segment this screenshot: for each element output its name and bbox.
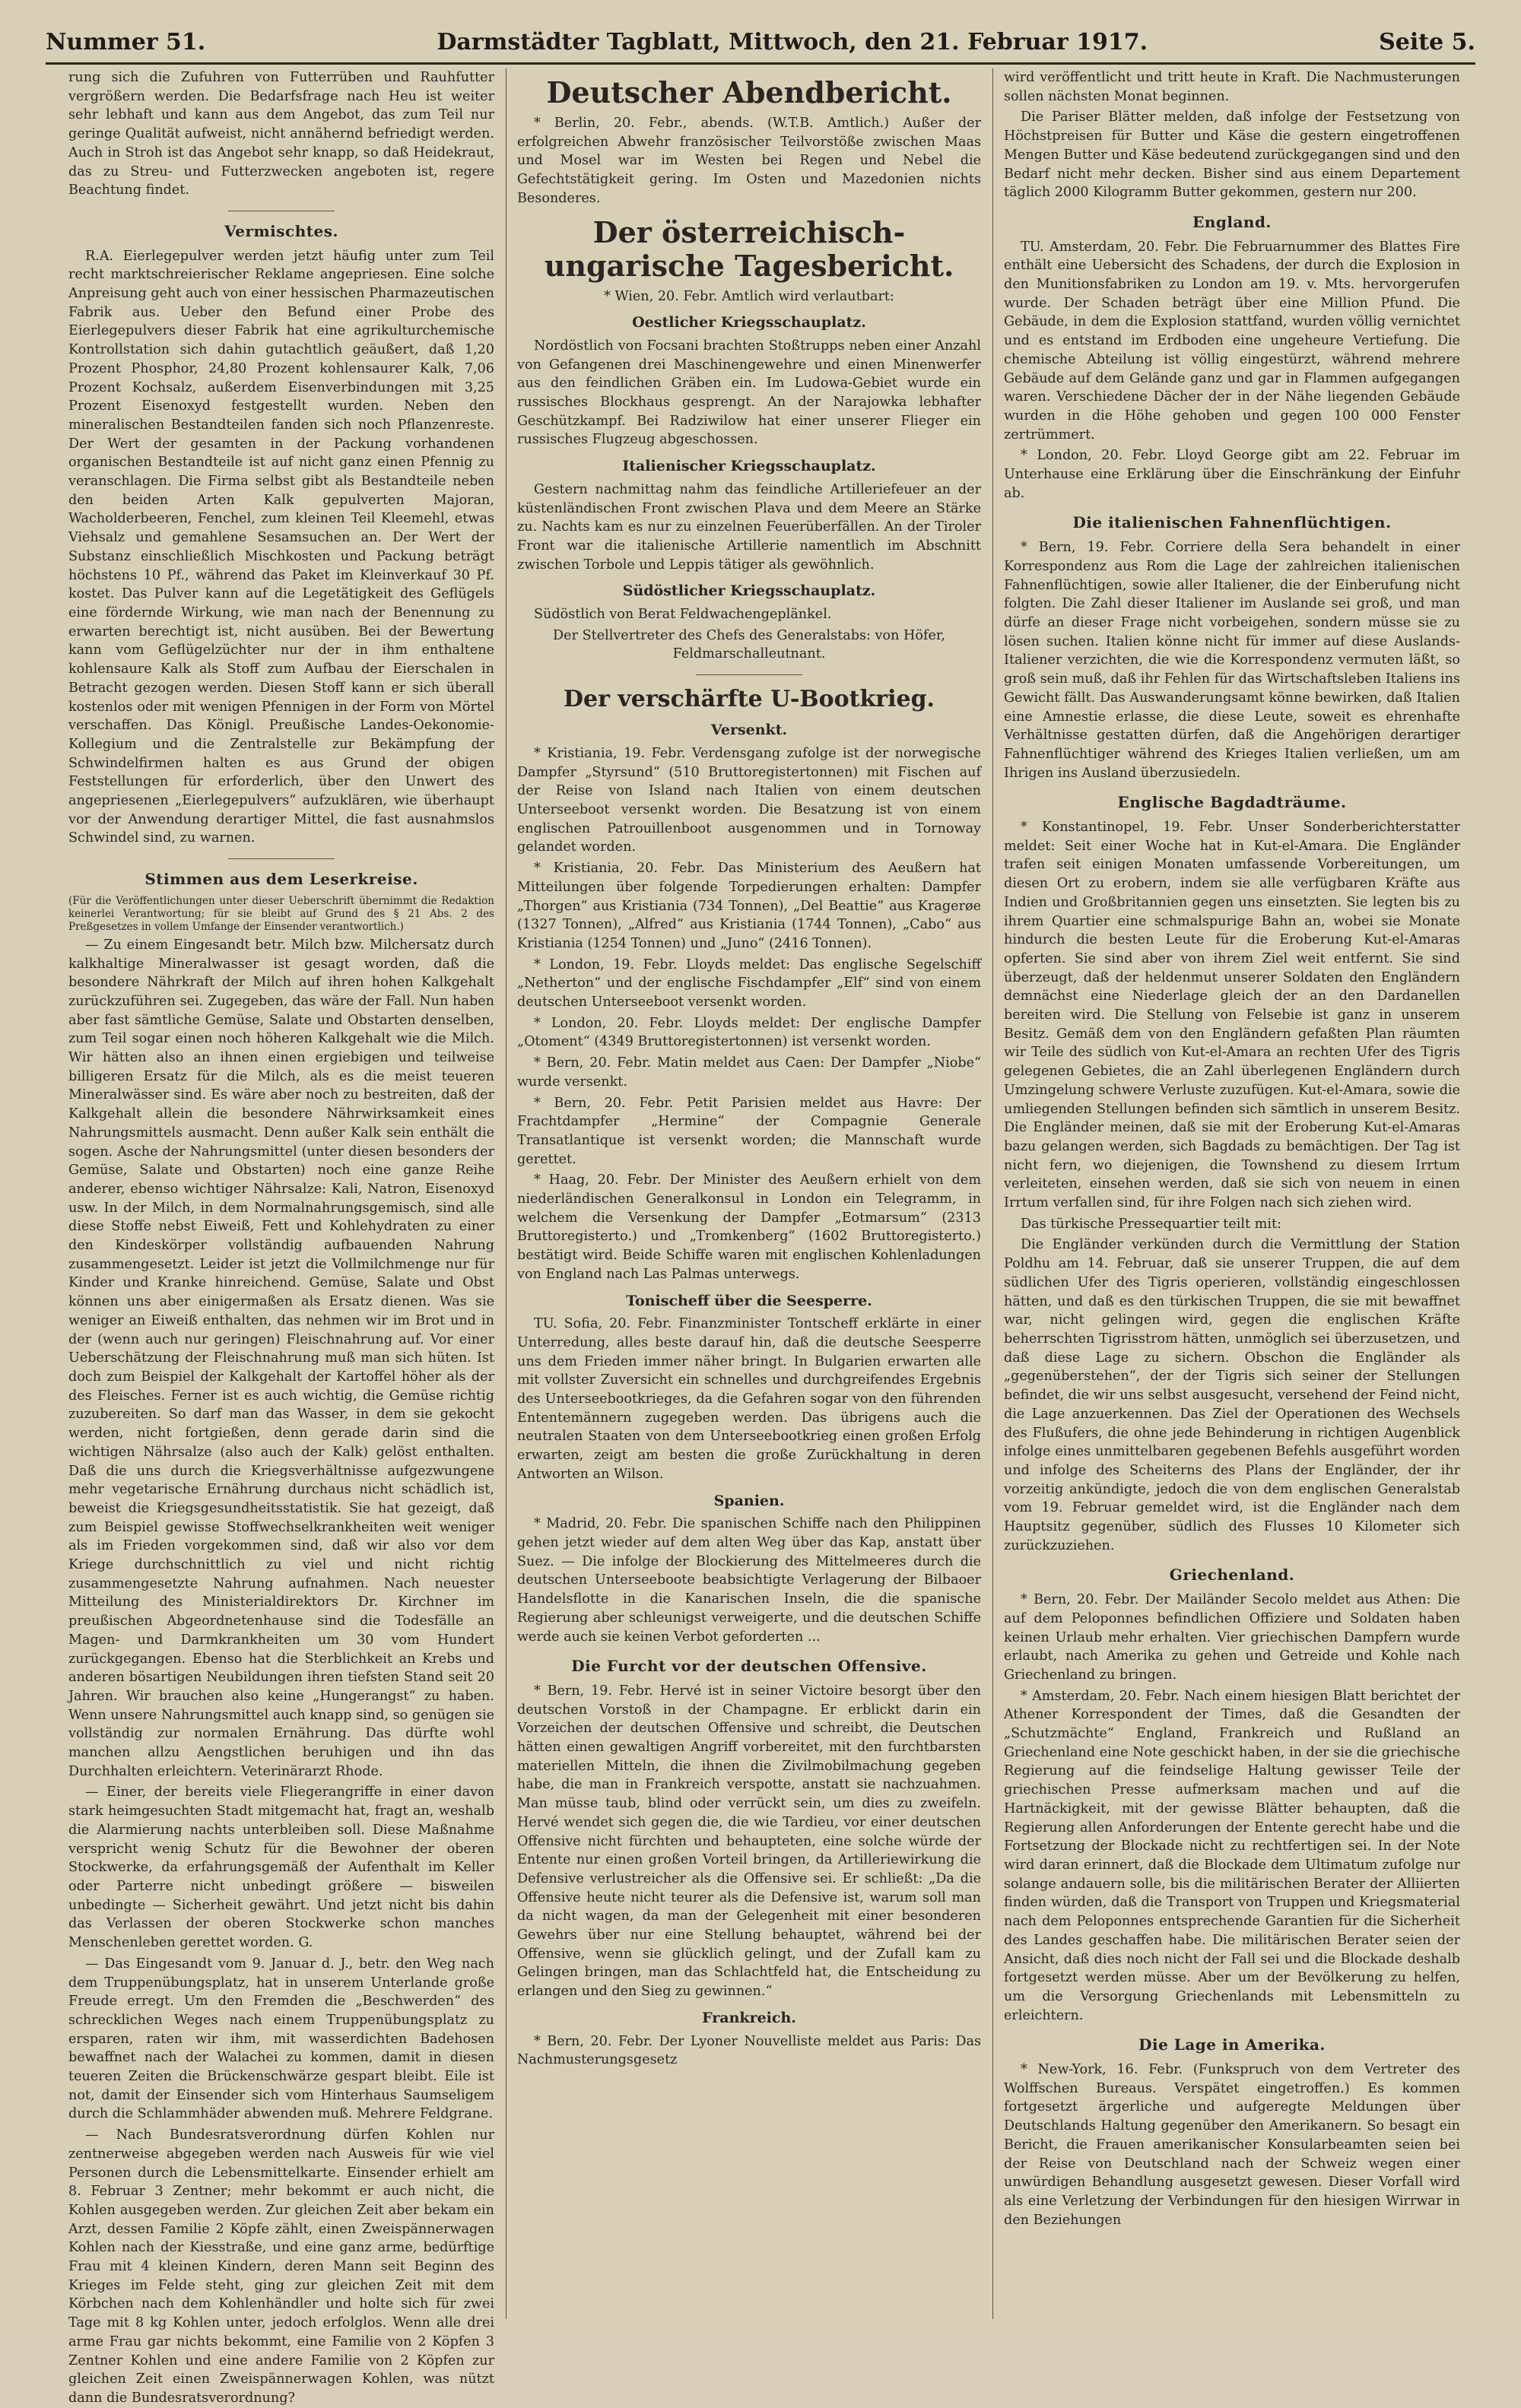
article-paragraph: * Bern, 20. Febr. Der Lyoner Nouvelliste meldet aus Paris: Das Nachmusterungsgesetz (517, 2033, 981, 2068)
issue-number: Nummer 51. (46, 28, 206, 56)
article-paragraph: Das türkische Pressequartier teilt mit: (1021, 1216, 1281, 1232)
section-heading: Die Lage in Amerika. (1138, 2035, 1326, 2054)
article-paragraph: * New-York, 16. Febr. (Funkspruch von dem Vertreter des Wolffschen Bureaus. Verspätet eingetroffen.) Es kommen fortgesetzt ärgerliche und aufgeregte Meldungen über Deutschlands Haltung gegenüber den Amerikanern. So besagt ein Bericht, die Frauen amerikanischer Konsularbeamten seien bei der Reise von Deutschland nach der Schweiz wegen einer unwürdigen Behandlung ausgesetzt gewesen. Dieser Vorfall wird als eine Verletzung der Verbindungen für den hiesigen Wirrwar in den Beziehungen (1004, 2062, 1460, 2228)
article-paragraph: * London, 19. Febr. Lloyds meldet: Das englische Segelschiff „Netherton“ und der englische Fischdampfer „Elf“ sind von einem deutschen Unterseeboot versenkt worden. (517, 957, 981, 1010)
section-heading: Griechenland. (1169, 1566, 1295, 1585)
section-heading: Die italienischen Fahnenflüchtigen. (1072, 513, 1392, 532)
subheading: Italienischer Kriegsschauplatz. (622, 458, 876, 475)
subheading: Oestlicher Kriegsschauplatz. (632, 314, 866, 332)
article-paragraph: * Kristiania, 20. Febr. Das Ministerium des Aeußern hat Mitteilungen über folgende Torpedierungen erhalten: Dampfer „Thorgen“ aus Kristiania (734 Tonnen), „Del Beattie“ aus Kragerøe (1327 Tonnen), „Alfred“ aus Kristiania (1744 Tonnen), „Cabo“ aus Kristiania (1254 Tonnen) und „Juno“ (2416 Tonnen). (517, 861, 981, 951)
article-paragraph: TU. Sofia, 20. Febr. Finanzminister Tontscheff erklärte in einer Unterredung, alles beste darauf hin, daß die deutsche Seesperre uns dem Frieden immer näher bringt. In Bulgarien erwarten alle mit vollster Zuversicht ein schnelles und durchgreifendes Ergebnis des Unterseebootkrieges, da die Gefahren sogar von den führenden Ententemännern zugegeben werden. Das übrigens auch die neutralen Staaten von dem Unterseebootkrieg einen großen Erfolg erwarten, zeigt am besten die große Zurückhaltung in deren Antworten an Wilson. (517, 1316, 981, 1482)
article-paragraph: * London, 20. Febr. Lloyds meldet: Der englische Dampfer „Otoment“ (4349 Bruttoregistertonnen) ist versenkt worden. (517, 1015, 981, 1050)
article-paragraph: * Kristiania, 19. Febr. Verdensgang zufolge ist der norwegische Dampfer „Styrsund“ (510 Bruttoregistertonnen) mit Fischen auf der Reise von Island nach Italien von einem deutschen Unterseeboot versenkt worden. Die Besatzung ist von einem englischen Patrouillenboot ausgenommen und in Tornoway gelandet worden. (517, 745, 981, 855)
article-paragraph: * Amsterdam, 20. Febr. Nach einem hiesigen Blatt berichtet der Athener Korrespondent der Times, daß die Gesandten der „Schutzmächte“ England, Frankreich und Rußland an Griechenland eine Note geschickt haben, in der sie die griechische Regierung auf die feindselige Haltung gewisser Teile der griechischen Presse aufmerksam machen und auf die Hartnäckigkeit, mit der gewisse Blätter behaupten, daß die Regierung allen Anforderungen der Entente gerecht habe und die Fortsetzung der Blockade nicht zu rechtfertigen sei. In der Note wird daran erinnert, daß die Blockade dem Ultimatum zufolge nur solange andauern solle, bis die militärischen Berater der Alliierten finden würden, daß die Transport von Truppen und Kriegsmaterial nach dem Peloponnes entsprechende Garantien für die Sicherheit des Landes geschaffen habe. Die militärischen Berater seien der Ansicht, daß dies noch nicht der Fall sei und die Blockade deshalb fortgesetzt werden müsse. Aber um der Bevölkerung zu helfen, um die Versorgung Griechenlands mit Lebensmitteln zu erleichtern. (1004, 1688, 1460, 2023)
paper-title-date: Darmstädter Tagblatt, Mittwoch, den 21. Februar 1917. (437, 28, 1148, 56)
section-heading: Vermischtes. (224, 221, 338, 240)
article-paragraph: * Bern, 20. Febr. Petit Parisien meldet aus Havre: Der Frachtdampfer „Hermine“ der Compagnie Generale Transatlantique ist versenkt worden; die Mannschaft wurde gerettet. (517, 1095, 981, 1167)
section-heading: England. (1192, 212, 1272, 231)
editorial-note: (Für die Veröffentlichungen unter dieser Ueberschrift übernimmt die Redaktion keinerlei Verantwortung; für sie bleibt auf Grund des § 21 Abs. 2 des Preßgesetzes in vollem Umfange der Einsender verantwortlich.) (68, 894, 494, 933)
subheading: Spanien. (713, 1492, 785, 1509)
article-paragraph: R.A. Eierlegepulver werden jetzt häufig unter zum Teil recht marktschreierischer Reklame angepriesen. Eine solche Anpreisung geht auch von einer hessischen Pharmazeutischen Fabrik aus. Ueber den Befund einer Probe des Eierlegepulvers dieser Fabrik hat eine agrikulturchemische Kontrollstation sich dahin gutachtlich geäußert, daß 1,20 Prozent Phosphor, 24,80 Prozent kohlensaurer Kalk, 7,06 Prozent Kochsalz, außerdem Eisenverbindungen mit 3,25 Prozent Eisenoxyd festgestellt wurden. Neben den mineralischen Bestandteilen fanden sich noch Pflanzenreste. Der Wert der gesamten in der Packung vorhandenen organischen Bestandteile ist auf nicht ganz einen Pfennig zu veranschlagen. Die Firma selbst gibt als Bestandteile neben den beiden Arten Kalk gepulverten Majoran, Wacholderbeeren, Fenchel, zum kleinen Teil Kleemehl, etwas Viehsalz und gemahlene Sesamsuchen an. Der Wert der Substanz einschließlich Mischkosten und Packung beträgt höchstens 10 Pf., während das Paket im Kleinverkauf 30 Pf. kostet. Das Pulver kann auf die Legetätigkeit des Geflügels eine fördernde Wirkung, wie man nach der Benennung zu erwarten berechtigt ist, nicht ausüben. Bei der Bewertung kann vom Geflügelzüchter nur der in ihm enthaltene kohlensaure Kalk als Stoff zum Aufbau der Eierschalen in Betracht gezogen werden. Diesen Stoff kann er sich überall kostenlos oder mit wenigen Pfennigen in der Form von Mörtel verschaffen. Das Königl. Preußische Landes-Oekonomie-Kollegium und die Zentralstelle zur Bekämpfung der Schwindelfirmen halten es aus Grund der obigen Feststellungen für erforderlich, über den Unwert des angepriesenen „Eierlegepulvers“ aufzuklären, wie überhaupt vor der Anwendung derartiger Mittel, die fast ausnahmslos Schwindel sind, zu warnen. (68, 248, 494, 846)
headline: Der verschärfte U-Bootkrieg. (564, 686, 935, 713)
column-3 (1004, 68, 1460, 2319)
article-continuation: rung sich die Zufuhren von Futterrüben und Rauhfutter vergrößern werden. Die Bedarfsfrage nach Heu ist weiter sehr lebhaft und kann aus dem Angebot, das zum Teil nur geringe Qualität aufweist, nicht annähernd befriedigt werden. Auch in Stroh ist das Angebot sehr knapp, so daß Heidekraut, das zu Streu- und Futterzwecken angeboten ist, regere Beachtung findet. (68, 70, 494, 198)
section-heading: Die Furcht vor der deutschen Offensive. (571, 1657, 927, 1676)
article-paragraph: — Einer, der bereits viele Fliegerangriffe in einer davon stark heimgesuchten Stadt mitgemacht hat, fragt an, weshalb die Alarmierung nachts unterbleiben soll. Diese Maßnahme verspricht wenig Schutz für die Bewohner der oberen Stockwerke, da erfahrungsgemäß der Aufenthalt im Keller oder Parterre nicht unbedingt größere — bisweilen unbedingte — Sicherheit gewährt. Und jetzt nicht bis dahin das Verlassen der oberen Stockwerke schon manches Menschenleben gerettet worden. G. (68, 1785, 494, 1951)
article-paragraph: * Bern, 19. Febr. Corriere della Sera behandelt in einer Korrespondenz aus Rom die Lage der zahlreichen italienischen Fahnenflüchtigen, sowie aller Italiener, die der Einberufung nicht folgten. Die Zahl dieser Italiener im Auslande sei groß, und man dürfe an dieser Frage nicht vorbeigehen, sondern müsse sie zu lösen suchen. Italien könne nicht für immer auf diese Auslands-Italiener verzichten, die wie die Korrespondenz vermuten läßt, so groß sein muß, daß ihr Fehlen für das Wirtschaftsleben Italiens ins Gewicht fällt. Das Auswanderungsamt könne bewirken, daß Italien eine Amnestie erlasse, die diese Leute, soweit es ehrenhafte Verhältnisse gestatten dürfen, daß die Angehörigen derartiger Fahnenflüchtiger während des Krieges Italien verließen, um am Ihrigen ins Ausland überzusiedeln. (1004, 540, 1460, 781)
article-paragraph: Gestern nachmittag nahm das feindliche Artilleriefeuer an der küstenländischen Front zwischen Plava und dem Meere an Stärke zu. Nachts kam es nur zu einzelnen Feuerüberfällen. An der Tiroler Front war die italienische Artillerie namentlich im Abschnitt zwischen Torbole und Leppis tätiger als gewöhnlich. (517, 481, 981, 573)
article-paragraph: — Das Eingesandt vom 9. Januar d. J., betr. den Weg nach dem Truppenübungsplatz, hat in unserem Unterlande große Freude erregt. Um den Fremden die „Beschwerden“ des schrecklichen Weges nach einem Truppenübungsplatz zu ersparen, raten wir ihm, mit wasserdichten Badehosen bewaffnet nach der Walachei zu kommen, damit in diesen teueren Zeiten die Brückenschwärze gespart bleibt. Eile ist not, damit der Einsender sich vom Hinterhaus Saumseligem durch die Schlammhäder abwenden muß. Mehrere Feldgrane. (68, 1956, 494, 2122)
subheading: Versenkt. (710, 722, 788, 739)
headline: Deutscher Abendbericht. (546, 75, 952, 109)
article-paragraph: — Zu einem Eingesandt betr. Milch bzw. Milchersatz durch kalkhaltige Mineralwasser ist gesagt worden, daß die besondere Nährkraft der Milch auf ihren hohen Kalkgehalt zurückzuführen sei. Zugegeben, das wäre der Fall. Nun haben aber fast sämtliche Gemüse, Salate und Obstarten denselben, zum Teil sogar einen noch höheren Kalkgehalt wie die Milch. Wir hätten also an ihnen einen ergiebigen und teilweise billigeren Ersatz für die Milch, als es die meist teueren Mineralwässer sind. Es wäre aber noch zu bestreiten, daß der Kalkgehalt allein die besondere Nährwirksamkeit eines Nahrungsmittels ausmacht. Denn außer Kalk sein enthält die sogen. Asche der Nahrungsmittel (unter diesen besonders der Gemüse, Salate und Obstarten) noch eine ganze Reihe anderer, ebenso wichtiger Nährsalze: Kali, Natron, Eisenoxyd usw. In der Milch, in dem Normalnahrungsgemisch, sind alle diese Stoffe nebst Eiweiß, Fett und Kohlehydraten zu einer den Kindeskörper vollständig aufbauenden Nahrung zusammengesetzt. Leider ist jetzt die Vollmilchmenge nur für Kinder und Kranke hinreichend. Gemüse, Salate und Obst können uns aber einigermaßen als Ersatz dienen. Was sie weniger an Eiweiß enthalten, das nehmen wir im Brot und in der (wenn auch nur geringen) Fleischnahrung auf. Vor einer Ueberschätzung der Fleischnahrung muß man sich hüten. Ist doch zum Beispiel der Kalkgehalt der Kartoffel höher als der des Fleisches. Ferner ist es auch wichtig, die Gemüse richtig zuzubereiten. So darf man das Wasser, in dem sie gekocht werden, nicht fortgießen, denn gerade darin sind die wichtigen Nährsalze (also auch der Kalk) gelöst enthalten. Daß die uns durch die Kriegsverhältnisse aufgezwungene mehr vegetarische Ernährung durchaus nicht schädlich ist, beweist die Kriegsgesundheitsstatistik. Sie hat gezeigt, daß zum Beispiel gewisse Stoffwechselkrankheiten weit weniger als im Frieden vorgekommen sind, daß wir also vor dem Kriege durchschnittlich zu viel und nicht richtig zusammengesetzte Nahrung aufnahmen. Nach neuester Mitteilung des Ministerialdirektors Dr. Kirchner im preußischen Abgeordnetenhause sind die Todesfälle an Magen- und Darmkrankheiten um 30 vom Hundert zurückgegangen. Ebenso hat die Sterblichkeit an Krebs und anderen bösartigen Neubildungen ihren tiefsten Stand seit 20 Jahren. Wir brauchen also keine „Hungerangst“ zu haben. Wenn unsere Nahrungsmittel auch knapp sind, so genügen sie vollständig zur normalen Ernährung. Das dürfte wohl manchen allzu Aengstlichen beruhigen und ihn das Durchhalten erleichtern. Veterinärarzt Rhode. (68, 937, 494, 1779)
column-divider (992, 68, 993, 2319)
article-paragraph: Die Engländer verkünden durch die Vermittlung der Station Poldhu am 14. Februar, daß sie unserer Truppen, die auf dem südlichen Ufer des Tigris operieren, vollständig eingeschlossen hätten, und daß es den türkischen Truppen, die sie mit bewaffnet war, nicht gelingen wird, gegen die englischen Kräfte beherrschten Tigrisstrom hätten, unmöglich sei überzusetzen, und daß diese Lage zu sichern. Obschon die Engländer als „gegenüberstehen“, der der Tigris sich seiner der Stellungen befindet, die wir uns selbst ausgesucht, versehend der Feind nicht, die Lage anzuerkennen. Das Ziel der Operationen des Wechsels des Flußufers, die ohne jede Behinderung in richtigen Augenblick infolge eines unmittelbaren gegebenen Befehls ausgeführt worden und infolge des Scheiterns des Plans der Engländer, der ihr vorzeitig ankündigte, jedoch die von dem englischen Generalstab vom 19. Februar gemeldet wird, ist die Engländer nach dem Hauptsitz gegenüber, südlich des Flusses 10 Kilometer sich zurückzuziehen. (1004, 1237, 1460, 1553)
article-paragraph: Südöstlich von Berat Feldwachengeplänkel. (534, 607, 832, 623)
section-heading: Englische Bagdadträume. (1117, 793, 1347, 812)
article-paragraph: * Bern, 19. Febr. Hervé ist in seiner Victoire besorgt über den deutschen Vorstoß in der Champagne. Er erblickt darin ein Vorzeichen der deutschen Offensive und schreibt, die Deutschen hätten einen gewaltigen Angriff vorbereitet, mit den furchtbarsten materiellen Mitteln, die ihnen die Zivilmobilmachung gegeben habe, die man in Frankreich verspotte, anstatt sie nachzuahmen. Man müsse taub, blind oder verrückt sein, um dies zu zweifeln. Hervé wendet sich gegen die, die wie Tardieu, vor einer deutschen Offensive nicht fürchten und behaupteten, eine solche würde der Entente nur einen großen Vorteil bringen, da Artilleriewirkung die Defensive verlustreicher als die Offensive sei. Er schließt: „Da die Offensive heute nicht teurer als die Defensive ist, warum soll man da nicht wagen, da man der Gelegenheit mit einer besonderen Gewehrs über nur eine Stellung behauptet, während bei der Offensive, wenn sie glücklich gelingt, und der Zufall kam zu Gelingen bringen, man das Schlachtfeld hat, die Entscheidung zu erlangen und den Sieg zu gewinnen.“ (517, 1683, 981, 2000)
header-rule (46, 62, 1475, 65)
article-continuation: wird veröffentlicht und tritt heute in Kraft. Die Nachmusterungen sollen nächsten Monat beginnen. (1004, 70, 1460, 104)
masthead (46, 23, 1475, 61)
article-paragraph: * Konstantinopel, 19. Febr. Unser Sonderberichterstatter meldet: Seit einer Woche hat in Kut-el-Amara. Die Engländer trafen seit einigen Monaten umfassende Vorbereitungen, um diesen Ort zu erobern, indem sie alle verfügbaren Kräfte aus Indien und Großbritannien gegen uns einsetzten. Sie legten bis zu ihrem Quartier eine schmalspurige Bahn an, wobei sie Monate hindurch die besten Leute für die Eroberung Kut-el-Amaras opferten. Sie sind aber von ihrem Ziel weit entfernt. Sie sind überzeugt, daß der heldenmut unserer Soldaten den Engländern demnächst eine Niederlage gleich der an den Dardanellen bereiten wird. Die Stellung von Felsebie ist ganz in unserem Besitz. Gemäß dem von den Engländern gefaßten Plan räumten wir Teile des südlich von Kut-el-Amara an rechten Ufer des Tigris gelegenen Gebietes, die an Zahl überlegenen Engländern durch Umzingelung schwere Verluste zuzufügen. Kut-el-Amara, sowie die umliegenden Stellungen befinden sich sämtlich in unserem Besitz. Die Engländer meinen, daß sie mit der Eroberung Kut-el-Amaras bazu gelangen werden, sich Bagdads zu bemächtigen. Der Tag ist nicht fern, wo diejenigen, die Townshend zu diesem Irrtum verleiteten, einsehen werden, daß sie sich von neuem in einen Irrtum verfallen sind, für ihre Folgen nach sich ziehen wird. (1004, 820, 1460, 1211)
subheading: Tonischeff über die Seesperre. (626, 1292, 872, 1309)
article-paragraph: * London, 20. Febr. Lloyd George gibt am 22. Februar im Unterhause eine Erklärung über die Einschränkung der Einfuhr ab. (1004, 448, 1460, 501)
signature: Der Stellvertreter des Chefs des Generalstabs: von Höfer, Feldmarschalleutnant. (553, 627, 945, 662)
article-paragraph: * Bern, 20. Febr. Matin meldet aus Caen: Der Dampfer „Niobe“ wurde versenkt. (517, 1055, 981, 1090)
column-1 (68, 68, 494, 2406)
article-paragraph: Nordöstlich von Focsani brachten Stoßtrupps neben einer Anzahl von Gefangenen drei Maschinengewehre und einen Minenwerfer aus den feindlichen Gräben ein. Im Ludowa-Gebiet wurde ein russisches Blockhaus gesprengt. An der Narajowka lebhafter Geschützkampf. Bei Radziwilow hat einer unserer Flieger ein russisches Flugzeug abgeschossen. (517, 338, 981, 448)
article-paragraph: TU. Amsterdam, 20. Febr. Die Februarnummer des Blattes Fire enthält eine Uebersicht des Schadens, der durch die Explosion in den Munitionsfabriken zu London am 19. v. Mts. hervorgerufen wurde. Der Schaden beträgt über eine Million Pfund. Die Gebäude, in dem die Explosion stattfand, wurden völlig vernichtet und es entstand im Erdboden eine ungeheure Vertiefung. Die chemische Abteilung ist völlig eingestürzt, während mehrere Gebäude auf dem Gelände ganz und gar in Flammen aufgegangen waren. Verschiedene Dächer der in der Nähe liegenden Gebäude wurden in die Höhe gehoben und gegen 100 000 Fenster zertrümmert. (1004, 239, 1460, 443)
article-paragraph: * Madrid, 20. Febr. Die spanischen Schiffe nach den Philippinen gehen jetzt wieder auf dem alten Weg über das Kap, anstatt über Suez. — Die infolge der Blockierung des Mittelmeeres durch die deutschen Unterseeboote beabsichtigte Verlagerung der Bilbaoer Handelsflotte in die Kanarischen Inseln, die die spanische Regierung aber schleunigst verweigerte, und die deutschen Schiffe werde auch sie keinen Verbot geforderten ... (517, 1516, 981, 1645)
subheading: Frankreich. (702, 2009, 796, 2026)
column-2 (517, 68, 981, 2319)
dateline: * Wien, 20. Febr. Amtlich wird verlautbart: (604, 288, 894, 304)
headline: Der österreichisch-ungarische Tagesbericht. (544, 214, 954, 283)
separator (228, 858, 335, 859)
section-heading: Stimmen aus dem Leserkreise. (144, 870, 418, 889)
article-paragraph: * Berlin, 20. Febr., abends. (W.T.B. Amtlich.) Außer der erfolgreichen Abwehr französischer Teilvorstöße zwischen Maas und Mosel war im Westen bei Regen und Nebel die Gefechtstätigkeit gering. Im Osten und Mazedonien nichts Besonderes. (517, 116, 981, 206)
page-number: Seite 5. (1379, 28, 1475, 56)
article-paragraph: — Nach Bundesratsverordnung dürfen Kohlen nur zentnerweise abgegeben werden nach Ausweis für wie viel Personen durch die Lebensmittelkarte. Einsender erhielt am 8. Februar 3 Zentner; mehr bekommt er auch nicht, die Kohlen ausgegeben werden. Zur gleichen Zeit aber bekam ein Arzt, dessen Familie 2 Köpfe zählt, einen Zweispännerwagen Kohlen nach der Kiesstraße, und eine ganz arme, bedürftige Frau mit 4 kleinen Kindern, deren Mann seit Beginn des Krieges im Felde steht, ging zur gleichen Zeit mit dem Körbchen nach dem Kohlenhändler und holte sich für zwei Tage mit 8 kg Kohlen unter, jedoch erfolglos. Wenn alle drei arme Frau gar nichts bekommt, eine Familie von 2 Köpfen 3 Zentner Kohlen und eine andere Familie von 2 Köpfen zur gleichen Zeit einen Zweispännerwagen Kohlen, was nützt dann die Bundesratsverordnung? (68, 2127, 494, 2406)
subheading: Südöstlicher Kriegsschauplatz. (622, 582, 876, 600)
article-paragraph: Die Pariser Blätter melden, daß infolge der Festsetzung von Höchstpreisen für Butter und Käse die gestern eingetroffenen Mengen Butter und Käse bedeutend zurückgegangen sind und den Bedarf nicht mehr decken. Bisher sind aus einem Departement täglich 2000 Kilogramm Butter gekommen, gestern nur 200. (1004, 109, 1460, 201)
article-paragraph: * Haag, 20. Febr. Der Minister des Aeußern erhielt von dem niederländischen Generalkonsul in London ein Telegramm, in welchem die Versenkung der Dampfer „Eotmarsum“ (2313 Bruttoregisterto.) und „Tromkenberg“ (1602 Bruttoregisterto.) bestätigt wird. Beide Schiffe waren mit englischen Kohlenladungen von England nach Las Palmas unterwegs. (517, 1172, 981, 1282)
separator (696, 674, 802, 675)
article-paragraph: * Bern, 20. Febr. Der Mailänder Secolo meldet aus Athen: Die auf dem Peloponnes befindlichen Offiziere und Soldaten haben keinen Urlaub mehr erhalten. Vier griechischen Dampfern wurde erlaubt, nach Amerika zu gehen und Getreide und Kohle nach Griechenland zu bringen. (1004, 1592, 1460, 1683)
